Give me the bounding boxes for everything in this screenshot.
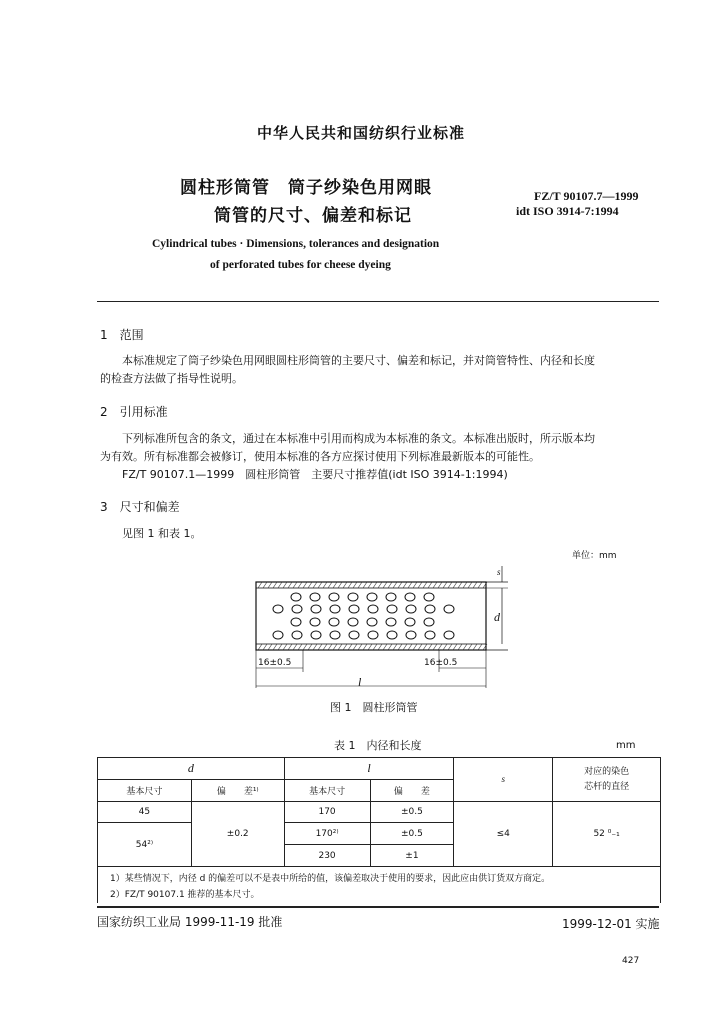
hatch-line [353, 644, 357, 650]
length-label: l [358, 675, 362, 689]
hatch-line [358, 644, 362, 650]
hatch-line [398, 644, 402, 650]
hatch-line [463, 644, 467, 650]
perforation-hole [292, 605, 302, 613]
hatch-line [298, 582, 302, 588]
table-cell-d1: 45 [98, 802, 192, 823]
perforation-hole [424, 593, 434, 601]
perforation-hole [368, 605, 378, 613]
table-head-s: s [501, 774, 506, 784]
hatch-line [428, 582, 432, 588]
perforation-hole [291, 618, 301, 626]
perforation-hole [386, 593, 396, 601]
hatch-line [273, 644, 277, 650]
table-sub-basic-d: 基本尺寸 [98, 780, 192, 802]
hatch-line [478, 582, 482, 588]
hatch-line [288, 582, 292, 588]
hatch-line [438, 582, 442, 588]
table-unit: mm [616, 740, 636, 751]
issuer: 国家纺织工业局 1999-11-19 批准 [97, 915, 283, 929]
hatch-line [313, 582, 317, 588]
table-cell-ltol2: ±0.5 [370, 823, 454, 845]
hatch-line [278, 644, 282, 650]
perforation-hole [406, 605, 416, 613]
section-2-text-line2: 为有效。所有标准都会被修订，使用本标准的各方应探讨使用下列标准最新版本的可能性。 [100, 450, 540, 463]
hatch-line [388, 644, 392, 650]
hatch-line [383, 582, 387, 588]
dim-left-label: 16±0.5 [258, 658, 292, 668]
table-cell-l3: 230 [284, 845, 370, 867]
table-head-core-line1: 对应的染色 [584, 766, 630, 777]
table-note-2: 2）FZ/T 90107.1 推荐的基本尺寸。 [98, 885, 661, 903]
hatch-line [313, 644, 317, 650]
perforation-hole [311, 605, 321, 613]
section-1-text-line1: 本标准规定了筒子纱染色用网眼圆柱形筒管的主要尺寸、偏差和标记，并对筒管特性、内径和长度 [122, 354, 595, 367]
table-cell-ltol1: ±0.5 [370, 802, 454, 823]
tube-outline [256, 582, 486, 650]
perforation-hole [291, 593, 301, 601]
perforation-hole [348, 593, 358, 601]
hatch-line [468, 644, 472, 650]
hatch-line [418, 582, 422, 588]
perforation-hole [329, 618, 339, 626]
hatch-line [413, 582, 417, 588]
hatch-line [448, 644, 452, 650]
hatch-line [388, 582, 392, 588]
hatch-line [343, 582, 347, 588]
hatch-line [328, 644, 332, 650]
hatch-line [293, 644, 297, 650]
hatch-line [443, 582, 447, 588]
hatch-line [263, 644, 267, 650]
hatch-line [358, 582, 362, 588]
dimension-table [97, 757, 661, 903]
hatch-line [363, 582, 367, 588]
hatch-line [348, 644, 352, 650]
hatch-line [258, 582, 262, 588]
hatch-line [458, 644, 462, 650]
hatch-line [318, 582, 322, 588]
hatch-line [298, 644, 302, 650]
perforation-hole [310, 593, 320, 601]
hatch-line [443, 644, 447, 650]
perforation-hole [348, 618, 358, 626]
perforation-hole [311, 631, 321, 639]
hatch-line [338, 582, 342, 588]
title-en-line1: Cylindrical tubes · Dimensions, tolerances and designation [152, 238, 440, 250]
perforation-hole [349, 605, 359, 613]
table-head-l: l [367, 761, 371, 775]
section-2-heading: 2 引用标准 [100, 405, 168, 419]
table-cell-tol-d: ±0.2 [191, 802, 284, 867]
table-cell-ltol3: ±1 [370, 845, 454, 867]
diameter-label: d [494, 610, 500, 624]
hatch-line [433, 644, 437, 650]
hatch-line [453, 644, 457, 650]
hatch-line [478, 644, 482, 650]
hatch-line [363, 644, 367, 650]
hatch-line [288, 644, 292, 650]
standard-code: FZ/T 90107.7—1999 [534, 189, 639, 203]
perforation-hole [405, 593, 415, 601]
section-2-text-line1: 下列标准所包含的条文，通过在本标准中引用而构成为本标准的条文。本标准出版时，所示版本均 [122, 432, 595, 445]
title-en-line2: of perforated tubes for cheese dyeing [210, 259, 391, 271]
idt-code: idt ISO 3914-7:1994 [516, 204, 619, 218]
hatch-line [368, 582, 372, 588]
hatch-line [448, 582, 452, 588]
hatch-line [438, 644, 442, 650]
perforation-hole [292, 631, 302, 639]
tube-drawing [240, 556, 530, 696]
hatch-line [318, 644, 322, 650]
perforation-holes [273, 593, 454, 639]
perforation-hole [424, 618, 434, 626]
table-head-core-line2: 芯杆的直径 [584, 781, 630, 792]
table-cell-core: 52 ⁰₋₁ [553, 802, 661, 867]
hatch-line [408, 644, 412, 650]
hatch-line [428, 644, 432, 650]
table-cell-l2: 170²⁾ [284, 823, 370, 845]
title-cn-line1: 圆柱形筒管 筒子纱染色用网眼 [180, 178, 432, 198]
title-cn-line2: 筒管的尺寸、偏差和标记 [214, 206, 412, 226]
hatch-line [368, 644, 372, 650]
hatch-line [328, 582, 332, 588]
standard-category: 中华人民共和国纺织行业标准 [256, 124, 465, 142]
hatch-line [403, 582, 407, 588]
hatch-line [303, 644, 307, 650]
table-cell-l1: 170 [284, 802, 370, 823]
implement-date: 1999-12-01 实施 [562, 917, 660, 931]
hatch-line [458, 582, 462, 588]
footer-divider [97, 906, 659, 908]
perforation-hole [273, 605, 283, 613]
hatch-line [333, 644, 337, 650]
hatch-line [308, 582, 312, 588]
section-1-text-line2: 的检查方法做了指导性说明。 [100, 372, 243, 385]
perforation-hole [329, 593, 339, 601]
perforation-hole [330, 631, 340, 639]
hatch-line [283, 644, 287, 650]
hatch-line [303, 582, 307, 588]
section-1-heading: 1 范围 [100, 328, 144, 342]
section-3-text: 见图 1 和表 1。 [122, 527, 202, 540]
hatch-line [273, 582, 277, 588]
perforation-hole [405, 618, 415, 626]
hatch-line [378, 582, 382, 588]
hatch-line [333, 582, 337, 588]
hatch-line [293, 582, 297, 588]
hatch-line [463, 582, 467, 588]
table-cell-s: ≤4 [454, 802, 553, 867]
perforation-hole [406, 631, 416, 639]
hatch-line [278, 582, 282, 588]
hatch-line [453, 582, 457, 588]
section-2-reference: FZ/T 90107.1—1999 圆柱形筒管 主要尺寸推荐值(idt ISO 3914-1:1994) [122, 468, 508, 481]
dim-right-label: 16±0.5 [424, 658, 458, 668]
hatch-line [403, 644, 407, 650]
hatch-line [398, 582, 402, 588]
table-head-d: d [187, 761, 194, 775]
hatch-line [268, 644, 272, 650]
hatch-line [348, 582, 352, 588]
perforation-hole [425, 631, 435, 639]
hatch-line [418, 644, 422, 650]
perforation-hole [444, 605, 454, 613]
hatch-line [323, 582, 327, 588]
hatch-line [473, 582, 477, 588]
hatch-line [408, 582, 412, 588]
hatch-line [308, 644, 312, 650]
hatch-line [263, 582, 267, 588]
hatch-line [323, 644, 327, 650]
hatch-line [423, 644, 427, 650]
hatch-line [423, 582, 427, 588]
perforation-hole [444, 631, 454, 639]
perforation-hole [425, 605, 435, 613]
hatch-line [473, 644, 477, 650]
hatch-line [433, 582, 437, 588]
table-sub-basic-l: 基本尺寸 [284, 780, 370, 802]
perforation-hole [273, 631, 283, 639]
perforation-hole [330, 605, 340, 613]
hatch-line [413, 644, 417, 650]
hatch-line [373, 582, 377, 588]
hatch-line [383, 644, 387, 650]
table-note-1: 1）某些情况下，内径 d 的偏差可以不是表中所给的值，该偏差取决于使用的要求，因此应由供订货双方商定。 [98, 867, 661, 885]
hatch-line [283, 582, 287, 588]
section-3-heading: 3 尺寸和偏差 [100, 500, 180, 514]
perforation-hole [387, 605, 397, 613]
perforation-hole [368, 631, 378, 639]
table-sub-tol-d: 偏 差¹⁾ [191, 780, 284, 802]
hatch-line [378, 644, 382, 650]
figure-unit: 单位：mm [572, 551, 617, 561]
header-divider [97, 301, 659, 302]
hatch-line [393, 644, 397, 650]
table-caption: 表 1 内径和长度 [334, 739, 422, 752]
hatch-line [343, 644, 347, 650]
hatch-line [373, 644, 377, 650]
hatch-line [468, 582, 472, 588]
hatch-line [393, 582, 397, 588]
table-sub-tol-l: 偏 差 [370, 780, 454, 802]
perforation-hole [367, 618, 377, 626]
hatch-line [258, 644, 262, 650]
wall-label: s [497, 567, 501, 577]
perforation-hole [367, 593, 377, 601]
hatch-line [338, 644, 342, 650]
figure-caption: 图 1 圆柱形筒管 [330, 701, 418, 714]
table-cell-d2: 54²⁾ [98, 823, 192, 867]
page-number: 427 [622, 956, 640, 966]
perforation-hole [387, 631, 397, 639]
perforation-hole [349, 631, 359, 639]
perforation-hole [386, 618, 396, 626]
perforation-hole [310, 618, 320, 626]
hatch-line [268, 582, 272, 588]
hatch-line [353, 582, 357, 588]
